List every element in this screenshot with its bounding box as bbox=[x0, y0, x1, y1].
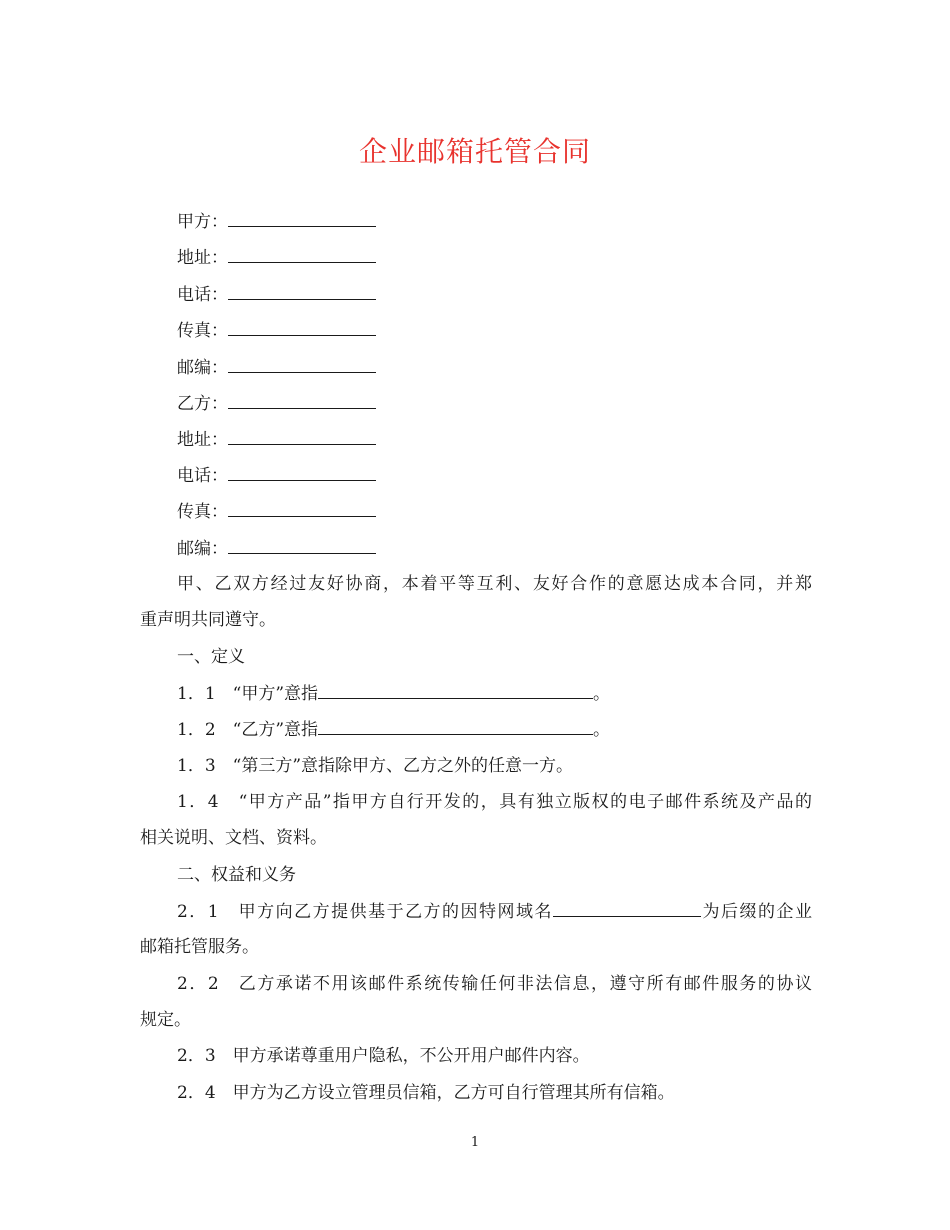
party-b-postcode-field bbox=[177, 536, 376, 561]
field-label: 邮编： bbox=[177, 539, 228, 559]
field-label: 电话： bbox=[177, 285, 228, 305]
blank-line bbox=[228, 463, 376, 481]
blank-line bbox=[228, 391, 376, 409]
blank-line bbox=[553, 899, 701, 917]
clause-text: 2．1 甲方向乙方提供基于乙方的因特网域名 bbox=[177, 902, 554, 922]
definition-text: 1．2 “乙方”意指 bbox=[177, 720, 319, 740]
section-2-heading: 二、权益和义务 bbox=[177, 865, 296, 885]
clause-2-3: 2．3 甲方承诺尊重用户隐私，不公开用户邮件内容。 bbox=[177, 1046, 590, 1066]
definition-1-3: 1．3 “第三方”意指除甲方、乙方之外的任意一方。 bbox=[177, 756, 574, 776]
definition-1-4-line-2: 相关说明、文档、资料。 bbox=[140, 828, 327, 848]
clause-2-1-text bbox=[140, 899, 812, 924]
clause-2-4: 2．4 甲方为乙方设立管理员信箱，乙方可自行管理其所有信箱。 bbox=[177, 1083, 675, 1103]
field-label: 乙方： bbox=[177, 394, 228, 414]
intro-paragraph-line-2: 重声明共同遵守。 bbox=[140, 610, 276, 630]
clause-2-1-line-2: 邮箱托管服务。 bbox=[140, 937, 259, 957]
definition-end: 。 bbox=[593, 684, 611, 704]
party-a-phone-field bbox=[177, 282, 376, 307]
field-label: 邮编： bbox=[177, 358, 228, 378]
blank-line bbox=[228, 499, 376, 517]
definition-text: 1．1 “甲方”意指 bbox=[177, 684, 319, 704]
definition-1-1 bbox=[177, 681, 610, 706]
blank-line bbox=[228, 318, 376, 336]
party-b-fax-field bbox=[177, 499, 376, 524]
party-a-fax-field bbox=[177, 318, 376, 343]
definition-1-4-line-1 bbox=[140, 790, 812, 814]
party-b-address-field bbox=[177, 427, 376, 452]
field-label: 甲方： bbox=[177, 212, 228, 232]
intro-paragraph-line-1 bbox=[140, 572, 812, 596]
definition-1-2 bbox=[177, 717, 610, 742]
blank-line bbox=[318, 681, 593, 699]
party-a-postcode-field bbox=[177, 355, 376, 380]
field-label: 地址： bbox=[177, 248, 228, 268]
clause-2-2-line-1 bbox=[140, 972, 812, 996]
blank-line bbox=[228, 536, 376, 554]
page-number: 1 bbox=[470, 1135, 480, 1150]
field-label: 传真： bbox=[177, 502, 228, 522]
clause-2-1-line-1 bbox=[140, 899, 812, 924]
blank-line bbox=[228, 245, 376, 263]
field-label: 地址： bbox=[177, 430, 228, 450]
party-a-name-field bbox=[177, 209, 376, 234]
field-label: 电话： bbox=[177, 466, 228, 486]
section-1-heading: 一、定义 bbox=[177, 647, 245, 667]
clause-2-2-text: 2．2 乙方承诺不用该邮件系统传输任何非法信息，遵守所有邮件服务的协议 bbox=[177, 974, 812, 994]
blank-line bbox=[228, 427, 376, 445]
definition-end: 。 bbox=[593, 720, 611, 740]
party-a-address-field bbox=[177, 245, 376, 270]
blank-line bbox=[318, 717, 593, 735]
document-title: 企业邮箱托管合同 bbox=[358, 135, 591, 168]
clause-text-end: 为后缀的企业 bbox=[701, 902, 812, 922]
blank-line bbox=[228, 355, 376, 373]
blank-line bbox=[228, 282, 376, 300]
party-b-phone-field bbox=[177, 463, 376, 488]
definition-1-4-text: 1．4 “甲方产品”指甲方自行开发的，具有独立版权的电子邮件系统及产品的 bbox=[177, 792, 812, 812]
intro-text-1: 甲、乙双方经过友好协商，本着平等互利、友好合作的意愿达成本合同，并郑 bbox=[177, 574, 812, 594]
blank-line bbox=[228, 209, 376, 227]
clause-2-2-line-2: 规定。 bbox=[140, 1010, 191, 1030]
field-label: 传真： bbox=[177, 321, 228, 341]
party-b-name-field bbox=[177, 391, 376, 416]
